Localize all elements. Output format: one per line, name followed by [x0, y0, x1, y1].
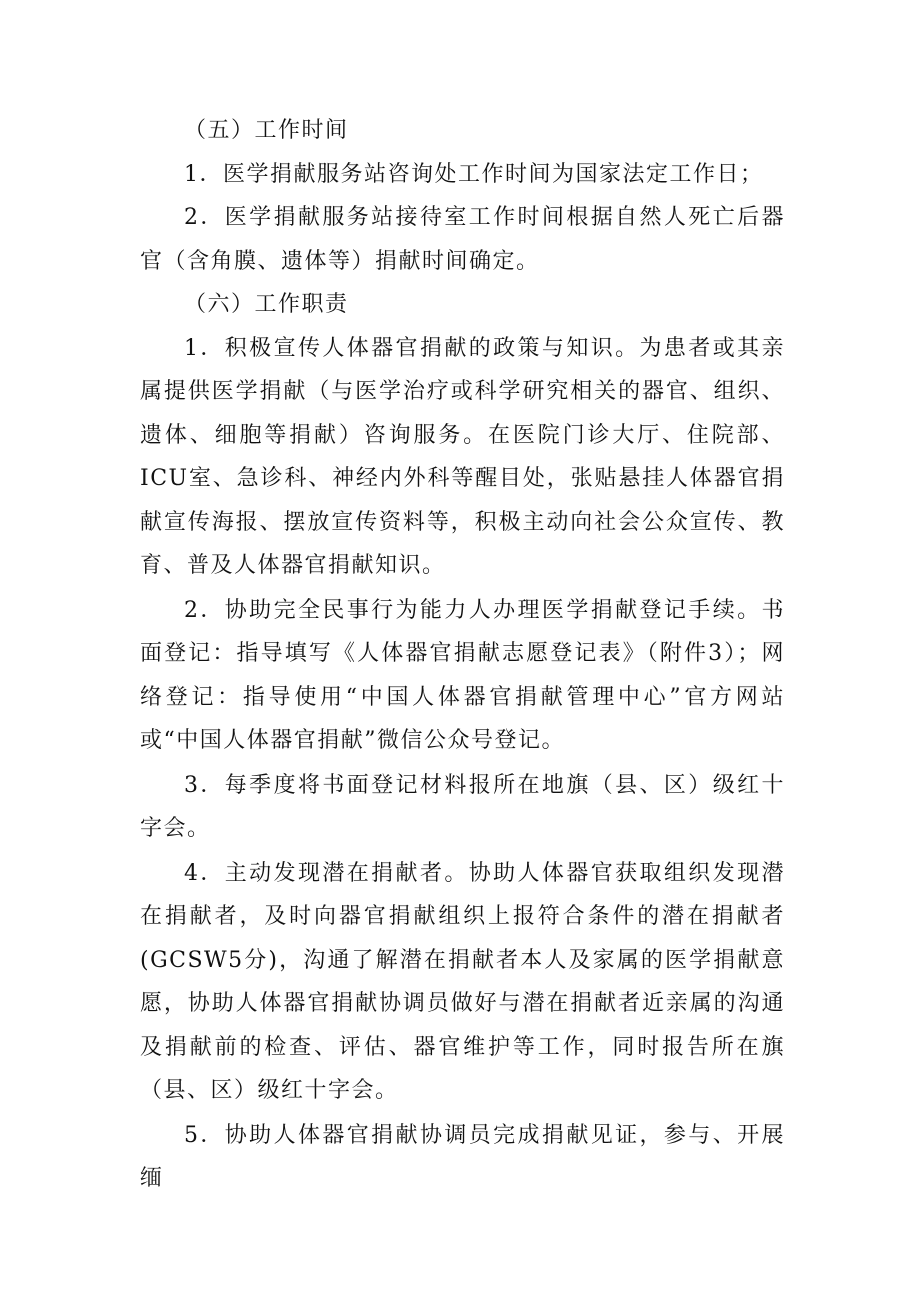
paragraph: 2．协助完全民事行为能力人办理医学捐献登记手续。书面登记：指导填写《人体器官捐献志愿登记表》（附件3）；网络登记：指导使用“中国人体器官捐献管理中心”官方网站或“中国人体器官捐献”微信公众号登记。 [140, 597, 785, 753]
section-heading-duties: （六）工作职责 [184, 292, 349, 317]
paragraph: 3．每季度将书面登记材料报所在地旗（县、区）级红十字会。 [140, 772, 785, 841]
paragraph: 1．积极宣传人体器官捐献的政策与知识。为患者或其亲属提供医学捐献（与医学治疗或科学研究相关的器官、组织、遗体、细胞等捐献）咨询服务。在医院门诊大厅、住院部、ICU室、急诊科、神经内外科等醒目处，张贴悬挂人体器官捐献宣传海报、摆放宣传资料等，积极主动向社会公众宣传、教育、普及人体器官捐献知识。 [140, 335, 785, 578]
paragraph: 4．主动发现潜在捐献者。协助人体器官获取组织发现潜在捐献者，及时向器官捐献组织上报符合条件的潜在捐献者(GCSW5分)，沟通了解潜在捐献者本人及家属的医学捐献意愿，协助人体器官捐献协调员做好与潜在捐献者近亲属的沟通及捐献前的检查、评估、器官维护等工作，同时报告所在旗（县、区）级红十字会。 [140, 860, 785, 1103]
section-heading-work-hours: （五）工作时间 [184, 118, 349, 143]
paragraph: 1．医学捐献服务站咨询处工作时间为国家法定工作日； [184, 161, 764, 187]
paragraph: 2．医学捐献服务站接待室工作时间根据自然人死亡后器官（含角膜、遗体等）捐献时间确定。 [140, 205, 785, 274]
document-body [140, 109, 785, 1201]
paragraph: 5．协助人体器官捐献协调员完成捐献见证，参与、开展缅 [140, 1122, 785, 1191]
